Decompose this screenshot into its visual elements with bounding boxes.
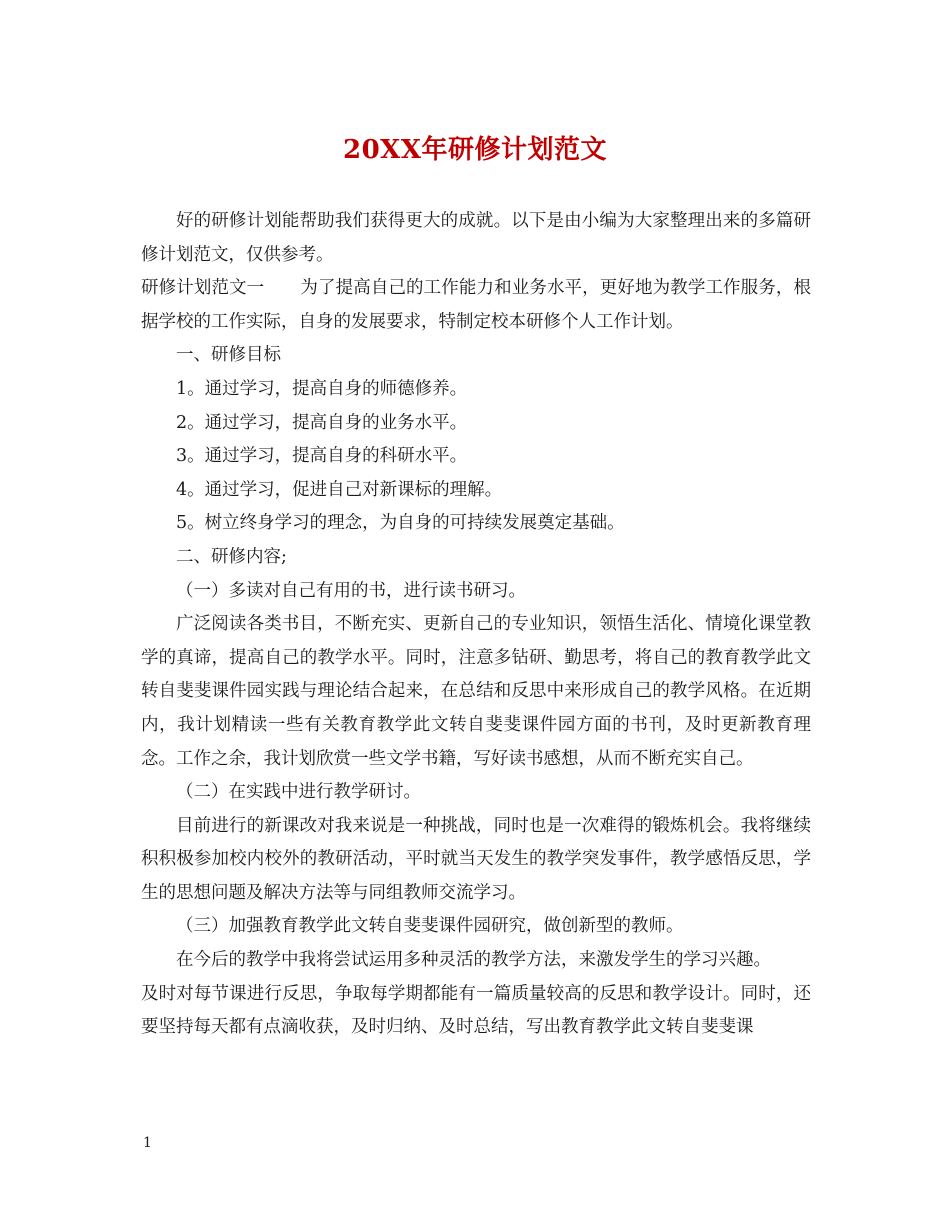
sample-label: 研修计划范文一 <box>141 278 265 299</box>
sub1-body: 广泛阅读各类书目，不断充实、更新自己的专业知识，领悟生活化、情境化课堂教学的真谛，提高自己的教学水平。同时，注意多钻研、勤思考，将自己的教育教学此文转自斐斐课件园实践与理论结合起来，在总结和反思中来形成自己的教学风格。在近期内，我计划精读一些有关教育教学此文转自斐斐课件园方面的书刊，及时更新教育理念。工作之余，我计划欣赏一些文学书籍，写好读书感想，从而不断充实自己。 <box>141 614 811 769</box>
sample-intro-text: 为了提高自己的工作能力和业务水平，更好地为教学工作服务，根据学校的工作实际，自身的发展要求，特制定校本研修个人工作计划。 <box>141 278 812 332</box>
section1-heading: 一、研修目标 <box>176 345 281 366</box>
sub3-body-line1: 在今后的教学中我将尝试运用多种灵活的教学方法，来激发学生的学习兴趣。 <box>176 950 771 971</box>
section2-heading: 二、研修内容; <box>176 546 287 567</box>
goal-item: 2。通过学习，提高自身的业务水平。 <box>176 412 468 433</box>
goal-item: 4。通过学习，促进自己对新课标的理解。 <box>176 479 503 500</box>
goal-item: 3。通过学习，提高自身的科研水平。 <box>176 446 468 467</box>
document-title: 20XX年研修计划范文 <box>342 135 608 165</box>
intro-paragraph: 好的研修计划能帮助我们获得更大的成就。以下是由小编为大家整理出来的多篇研修计划范文，仅供参考。 <box>141 211 811 265</box>
page-number: 1 <box>143 1135 152 1151</box>
goal-item: 5。树立终身学习的理念，为自身的可持续发展奠定基础。 <box>176 513 625 534</box>
sample-intro-paragraph <box>141 272 811 339</box>
sub2-body: 目前进行的新课改对我来说是一种挑战，同时也是一次难得的锻炼机会。我将继续积积极参加校内校外的教研活动，平时就当天发生的教学突发事件，教学感悟反思，学生的思想问题及解决方法等与同组教师交流学习。 <box>141 815 811 903</box>
sub3-body-line2: 及时对每节课进行反思，争取每学期都能有一篇质量较高的反思和教学设计。同时，还要坚持每天都有点滴收获，及时归纳、及时总结，写出教育教学此文转自斐斐课 <box>141 983 811 1038</box>
document-body <box>141 205 811 1045</box>
sub2-heading: （二）在实践中进行教学研讨。 <box>176 782 421 803</box>
goal-item: 1。通过学习，提高自身的师德修养。 <box>176 378 468 399</box>
sub3-heading: （三）加强教育教学此文转自斐斐课件园研究，做创新型的教师。 <box>176 916 684 937</box>
sub1-heading: （一）多读对自己有用的书，进行读书研习。 <box>176 580 526 601</box>
